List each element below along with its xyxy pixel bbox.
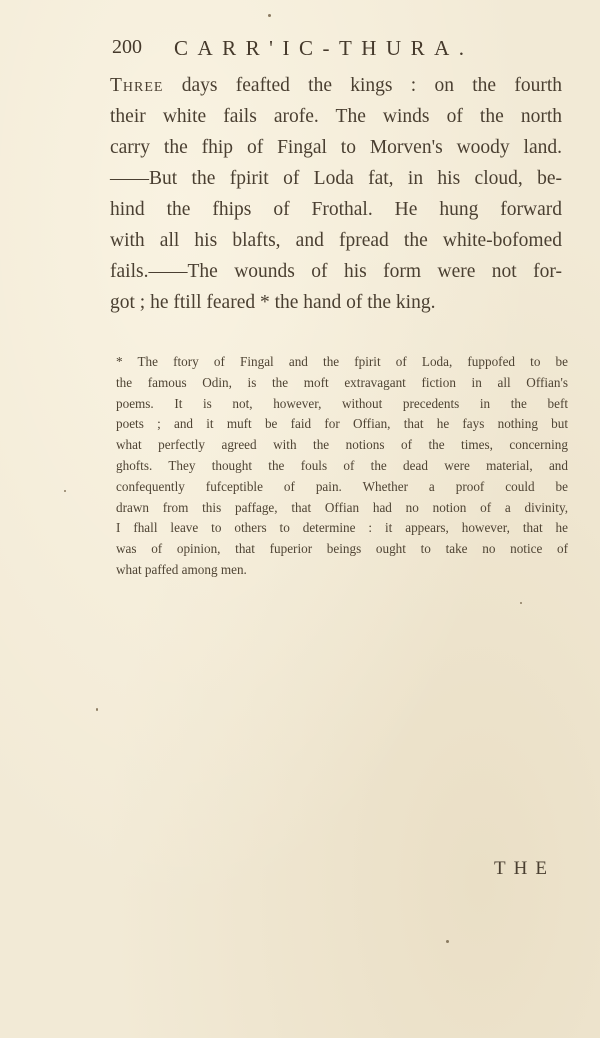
- paper-speck: [64, 490, 66, 492]
- text-line: hind the fhips of Frothal. He hung forward: [110, 199, 562, 220]
- footnote-line: was of opinion, that fuperior beings ought to take no notice of: [116, 541, 568, 557]
- catchword: THE: [494, 858, 555, 879]
- footnote-line: poems. It is not, however, without precedents in the beft: [116, 395, 568, 411]
- footnote-line: what paffed among men.: [116, 561, 247, 577]
- footnote-line: confequently fufceptible of pain. Whether a proof could be: [116, 478, 568, 494]
- running-head: [112, 36, 492, 62]
- footnote-line: drawn from this paffage, that Offian had no notion of a divinity,: [116, 499, 568, 515]
- footnote-line: poets ; and it muft be faid for Offian, that he fays nothing but: [116, 416, 568, 432]
- footnote-line: I fhall leave to others to determine : it appears, however, that he: [116, 520, 568, 536]
- text-line: ——But the fpirit of Loda fat, in his cloud, be-: [110, 168, 562, 189]
- text-line: got ; he ftill feared * the hand of the king.: [110, 292, 436, 313]
- paper-speck: [96, 708, 98, 711]
- text-line: with all his blafts, and fpread the white-bofomed: [110, 230, 562, 251]
- footnote-block: [116, 352, 568, 581]
- footnote-line: what perfectly agreed with the notions of the times, concerning: [116, 437, 568, 453]
- paper-speck: [446, 940, 449, 943]
- main-text-block: [110, 70, 562, 318]
- footnote-line: * The ftory of Fingal and the fpirit of Loda, fuppofed to be: [116, 354, 568, 369]
- paper-speck: [268, 14, 271, 17]
- running-title: CARR'IC-THURA.: [174, 36, 474, 60]
- text-line: carry the fhip of Fingal to Morven's woody land.: [110, 137, 562, 158]
- text-line: their white fails arofe. The winds of the north: [110, 106, 562, 127]
- text-line: fails.——The wounds of his form were not for-: [110, 261, 562, 282]
- footnote-line: the famous Odin, is the moft extravagant fiction in all Offian's: [116, 374, 568, 390]
- paper-speck: [520, 602, 522, 604]
- opening-word: Three: [110, 75, 164, 96]
- text-line: Three days feafted the kings : on the fourth: [110, 75, 562, 96]
- footnote-line: ghofts. They thought the fouls of the dead were material, and: [116, 457, 568, 473]
- page-number: 200: [112, 36, 142, 58]
